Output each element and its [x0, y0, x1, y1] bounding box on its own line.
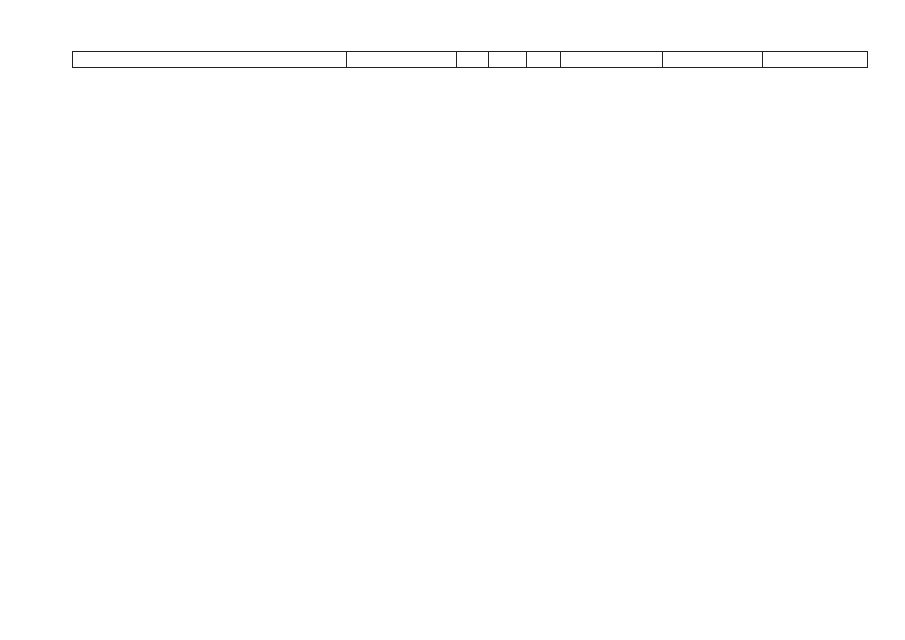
header-2020 [762, 52, 867, 67]
header-2019 [662, 52, 762, 67]
header-pr [488, 52, 526, 67]
header-csr [346, 52, 456, 67]
table-header [72, 51, 868, 68]
header-2018 [560, 52, 662, 67]
header-name [73, 52, 346, 67]
header-rz [456, 52, 488, 67]
header-vr [526, 52, 560, 67]
